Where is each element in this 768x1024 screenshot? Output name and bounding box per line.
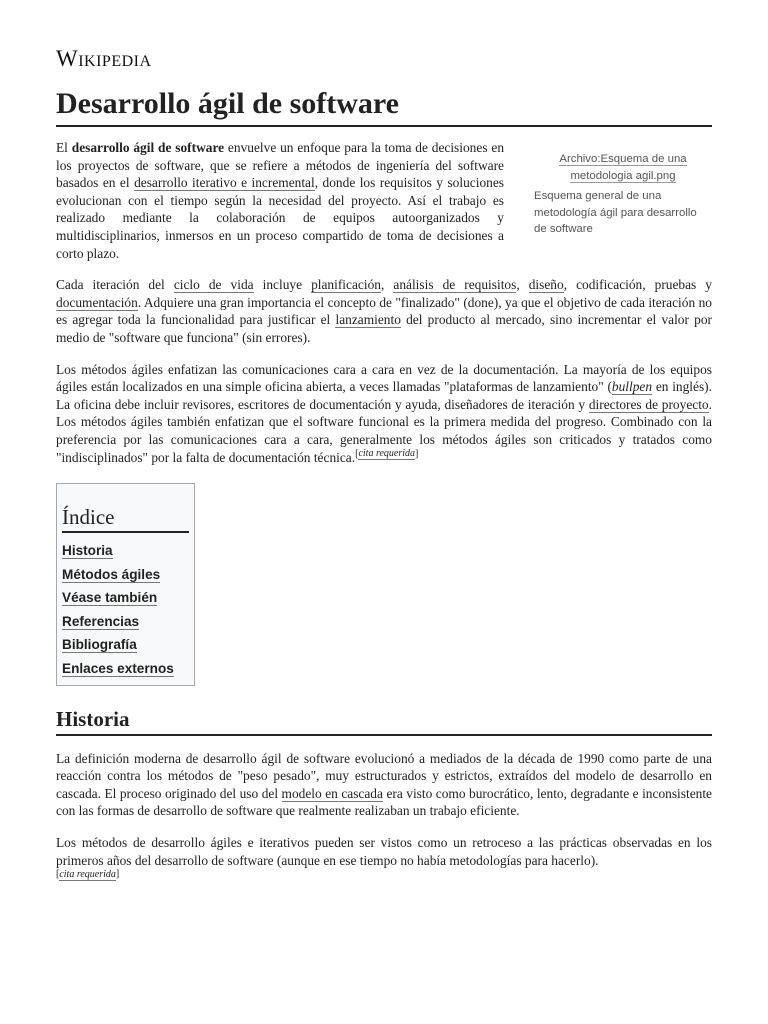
toc-item-label[interactable]: Referencias — [62, 613, 140, 629]
bold-term: desarrollo ágil de software — [71, 140, 225, 155]
toc-item-label[interactable]: Historia — [62, 543, 113, 559]
citation-needed-link[interactable]: cita requerida — [358, 448, 416, 460]
lead-section — [56, 139, 712, 262]
toc-item-label[interactable]: Bibliografía — [62, 637, 137, 653]
toc-item-referencias[interactable] — [62, 610, 194, 634]
toc-item-label[interactable]: Véase también — [62, 590, 158, 606]
text: , — [516, 277, 529, 293]
text: Los métodos ágiles enfatizan las comunicaciones cara a cara en vez de la documentación. La mayoría de los equipos ágiles están localizados en una simple oficina abierta, a veces llamadas "plataformas de lanzamiento" ( — [56, 361, 712, 395]
text: , donde los requisitos y soluciones evolucionan con el tiempo según la necesidad del proyecto. Así el trabajo es realizado mediante la colaboración de equipos autoorganizados y multidisciplinarios, inmersos en un proceso compartido de toma de decisiones a corto plazo. — [56, 175, 504, 261]
text: Los métodos de desarrollo ágiles e iterativos pueden ser vistos como un retroceso a las prácticas observadas en los primeros años del desarrollo de software (aunque en ese tiempo no había metodologías para hacerlo). — [56, 835, 712, 868]
figure-box — [534, 139, 712, 262]
text: , codificación, pruebas y — [563, 277, 712, 293]
paragraph-iteracion — [56, 276, 712, 346]
text: envuelve un enfoque para la toma de decisiones en los proyectos de software, que se refiere a métodos de ingeniería del software basados en el — [56, 140, 505, 191]
text: La definición moderna de desarrollo ágil de software evolucionó a mediados de la década de 1990 como parte de una reacción contra los métodos de "peso pesado", muy estructurados y estrictos, extraídos del modelo de desarrollo en cascada. El proceso originado del uso del — [56, 750, 712, 801]
figure-caption: Esquema general de una metodología ágil para desarrollo de software — [534, 190, 697, 235]
text: , — [380, 277, 394, 293]
figure-file-label[interactable]: Archivo:Esquema de una metodologia agil.png — [559, 153, 687, 182]
figure-file-link[interactable] — [534, 151, 712, 184]
link-bullpen[interactable]: bullpen — [611, 379, 653, 395]
link-diseno[interactable]: diseño — [528, 277, 564, 293]
link-planificacion[interactable]: planificación — [311, 277, 381, 293]
link-ciclo-de-vida[interactable]: ciclo de vida — [173, 277, 254, 293]
text: Cada iteración del — [56, 277, 174, 293]
text: . Los métodos ágiles también enfatizan que el software funcional es la primera medida del progreso. Combinado con la preferencia por las comunicaciones cara a cara, generalmente los métodos ágiles son criticados y tratados como "indisciplinados" por la falta de documentación técnica. — [56, 396, 712, 465]
toc-title: Índice — [62, 504, 189, 533]
text: El — [56, 140, 72, 155]
toc-item-metodos-agiles[interactable] — [62, 563, 194, 587]
toc-item-label[interactable]: Métodos ágiles — [62, 566, 161, 582]
toc-item-enlaces-externos[interactable] — [62, 657, 194, 681]
section-heading-historia: Historia — [56, 706, 712, 736]
link-desarrollo-iterativo[interactable]: desarrollo iterativo e incremental — [134, 175, 315, 191]
table-of-contents — [56, 483, 195, 686]
link-documentacion[interactable]: documentación — [56, 294, 138, 310]
link-directores-de-proyecto[interactable]: directores de proyecto — [588, 396, 709, 412]
toc-item-historia[interactable] — [62, 539, 194, 563]
citation-needed: [cita requerida] — [355, 448, 419, 460]
toc-list — [62, 539, 194, 681]
paragraph-historia-1 — [56, 750, 712, 820]
article-page — [56, 44, 712, 887]
lead-paragraph — [56, 139, 504, 262]
link-analisis-de-requisitos[interactable]: análisis de requisitos — [393, 277, 517, 293]
citation-needed-link[interactable]: cita requerida — [59, 868, 116, 880]
toc-item-bibliografia[interactable] — [62, 633, 194, 657]
text: del producto al mercado, sino incrementar el valor por medio de "software que funciona" (sin errores). — [56, 312, 713, 345]
page-title: Desarrollo ágil de software — [56, 86, 712, 127]
paragraph-historia-2 — [56, 834, 712, 887]
text: era visto como burocrático, lento, degradante e inconsistente con las formas de desarrollo de software que realmente realizaban un trabajo eficiente. — [56, 785, 713, 819]
toc-item-label[interactable]: Enlaces externos — [62, 661, 174, 677]
text: en inglés). La oficina debe incluir revisores, escritores de documentación y ayuda, diseñadores de iteración y — [56, 379, 712, 412]
text: incluye — [253, 277, 312, 293]
wikipedia-logo[interactable]: Wikipedia — [56, 46, 152, 71]
text: . Adquiere una gran importancia el concepto de "finalizado" (done), ya que el objetivo de cada iteración no es agregar toda la funcionalidad para justificar el — [56, 294, 712, 328]
link-modelo-en-cascada[interactable]: modelo en cascada — [281, 785, 383, 801]
citation-needed: [cita requerida] — [56, 868, 120, 880]
toc-item-vease-tambien[interactable] — [62, 586, 194, 610]
paragraph-comunicaciones — [56, 361, 712, 467]
link-lanzamiento[interactable]: lanzamiento — [335, 312, 401, 328]
